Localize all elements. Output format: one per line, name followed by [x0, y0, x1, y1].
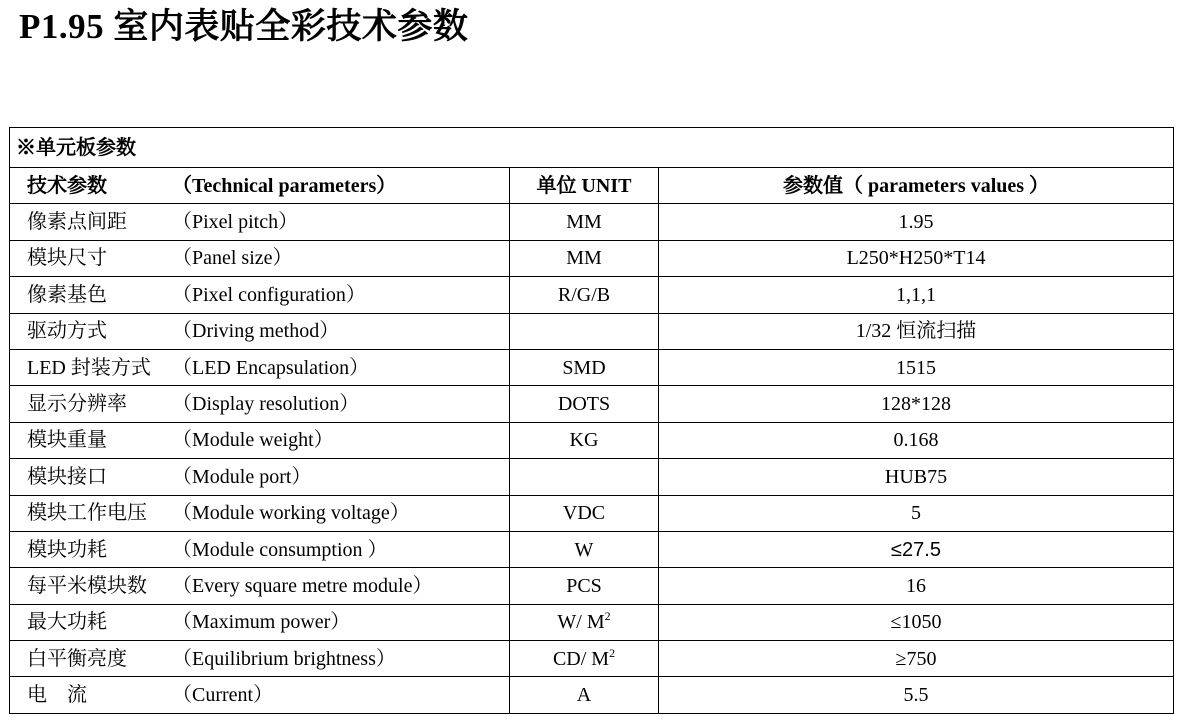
param-cell [10, 677, 510, 713]
unit-text: R/G/B [557, 283, 611, 306]
param-cell [10, 531, 510, 567]
unit-cell [510, 422, 659, 458]
param-cell [10, 422, 510, 458]
unit-cell [510, 531, 659, 567]
param-name-en: （Driving method） [172, 320, 340, 343]
param-name-cn: 驱动方式 [27, 320, 107, 343]
spec-table [9, 127, 1174, 714]
unit-cell [510, 459, 659, 495]
value-cell: 1515 [659, 349, 1174, 385]
param-name-cn: 模块工作电压 [27, 502, 147, 525]
param-name-en: （Module weight） [172, 429, 334, 452]
unit-text: CD/ M [552, 647, 610, 670]
param-name-en: （Equilibrium brightness） [172, 647, 396, 670]
param-cell [10, 204, 510, 240]
param-name-cn: 模块功耗 [27, 538, 107, 561]
unit-cell [510, 641, 659, 677]
table-body [10, 204, 1174, 713]
param-name-en: （Current） [172, 684, 274, 707]
param-name-cn: 显示分辨率 [27, 393, 127, 416]
value-cell: 128*128 [659, 386, 1174, 422]
param-name-en: （Every square metre module） [172, 574, 433, 597]
value-cell: HUB75 [659, 459, 1174, 495]
table-row [10, 459, 1174, 495]
unit-cell [510, 204, 659, 240]
table-row [10, 240, 1174, 276]
table-row [10, 422, 1174, 458]
unit-superscript: 2 [604, 609, 611, 624]
value-cell: ≤1050 [659, 604, 1174, 640]
param-name-cn: 模块尺寸 [27, 247, 107, 270]
table-header-row [10, 168, 1174, 204]
param-name-cn: 白平衡亮度 [27, 647, 127, 670]
table-row [10, 313, 1174, 349]
param-cell [10, 459, 510, 495]
value-cell: 1.95 [659, 204, 1174, 240]
param-name-cn: 模块重量 [27, 429, 107, 452]
param-name-en: （Display resolution） [172, 393, 360, 416]
value-cell: 16 [659, 568, 1174, 604]
unit-superscript: 2 [609, 645, 616, 660]
header-param-cn: 技术参数 [27, 174, 107, 197]
param-name-cn: 电 流 [27, 684, 87, 707]
table-row [10, 495, 1174, 531]
table-row [10, 568, 1174, 604]
section-title: ※单元板参数 [10, 128, 1174, 168]
param-cell [10, 277, 510, 313]
unit-cell [510, 386, 659, 422]
param-cell [10, 386, 510, 422]
header-param-cell [10, 168, 510, 204]
unit-cell [510, 677, 659, 713]
unit-text: W [574, 538, 594, 561]
param-cell [10, 240, 510, 276]
header-param-en: （Technical parameters） [172, 174, 397, 197]
value-cell: ≤27.5 [659, 531, 1174, 567]
unit-text: MM [566, 247, 602, 270]
table-row [10, 277, 1174, 313]
param-name-en: （Pixel pitch） [172, 211, 299, 234]
value-cell: ≥750 [659, 641, 1174, 677]
value-cell: 5 [659, 495, 1174, 531]
unit-cell [510, 604, 659, 640]
param-cell [10, 604, 510, 640]
unit-text: PCS [566, 574, 602, 597]
unit-text: MM [566, 211, 602, 234]
param-cell [10, 313, 510, 349]
table-row [10, 386, 1174, 422]
param-cell [10, 495, 510, 531]
param-name-en: （Maximum power） [172, 611, 351, 634]
param-name-cn: 每平米模块数 [27, 574, 147, 597]
param-name-en: （Module working voltage） [172, 502, 410, 525]
document-title: P1.95 室内表贴全彩技术参数 [19, 7, 469, 46]
param-name-cn: 模块接口 [27, 465, 107, 488]
unit-text: W/ M [557, 611, 605, 634]
table-row [10, 641, 1174, 677]
unit-cell [510, 568, 659, 604]
param-name-en: （Module port） [172, 465, 312, 488]
param-name-en: （Pixel configuration） [172, 283, 366, 306]
value-cell: 5.5 [659, 677, 1174, 713]
value-cell: 0.168 [659, 422, 1174, 458]
unit-text: KG [569, 429, 599, 452]
param-name-en: （Panel size） [172, 247, 293, 270]
unit-text: VDC [562, 502, 606, 525]
table-row [10, 677, 1174, 713]
unit-cell [510, 277, 659, 313]
param-cell [10, 349, 510, 385]
unit-cell [510, 495, 659, 531]
value-cell: 1/32 恒流扫描 [659, 313, 1174, 349]
param-name-cn: 像素点间距 [27, 211, 127, 234]
unit-text: DOTS [557, 393, 611, 416]
param-cell [10, 568, 510, 604]
param-name-en: （Module consumption ） [172, 538, 388, 561]
section-row [10, 128, 1174, 168]
table-row [10, 349, 1174, 385]
value-cell: 1,1,1 [659, 277, 1174, 313]
table-row [10, 531, 1174, 567]
param-name-cn: LED 封装方式 [27, 356, 151, 379]
table-row [10, 204, 1174, 240]
param-cell [10, 641, 510, 677]
unit-text: SMD [562, 356, 606, 379]
header-unit: 单位 UNIT [510, 168, 659, 204]
value-cell: L250*H250*T14 [659, 240, 1174, 276]
param-name-en: （LED Encapsulation） [172, 356, 370, 379]
header-value: 参数值（ parameters values ） [659, 168, 1174, 204]
param-name-cn: 像素基色 [27, 283, 107, 306]
param-name-cn: 最大功耗 [27, 611, 107, 634]
unit-cell [510, 240, 659, 276]
table-row [10, 604, 1174, 640]
unit-cell [510, 313, 659, 349]
unit-text: A [576, 684, 592, 707]
unit-cell [510, 349, 659, 385]
